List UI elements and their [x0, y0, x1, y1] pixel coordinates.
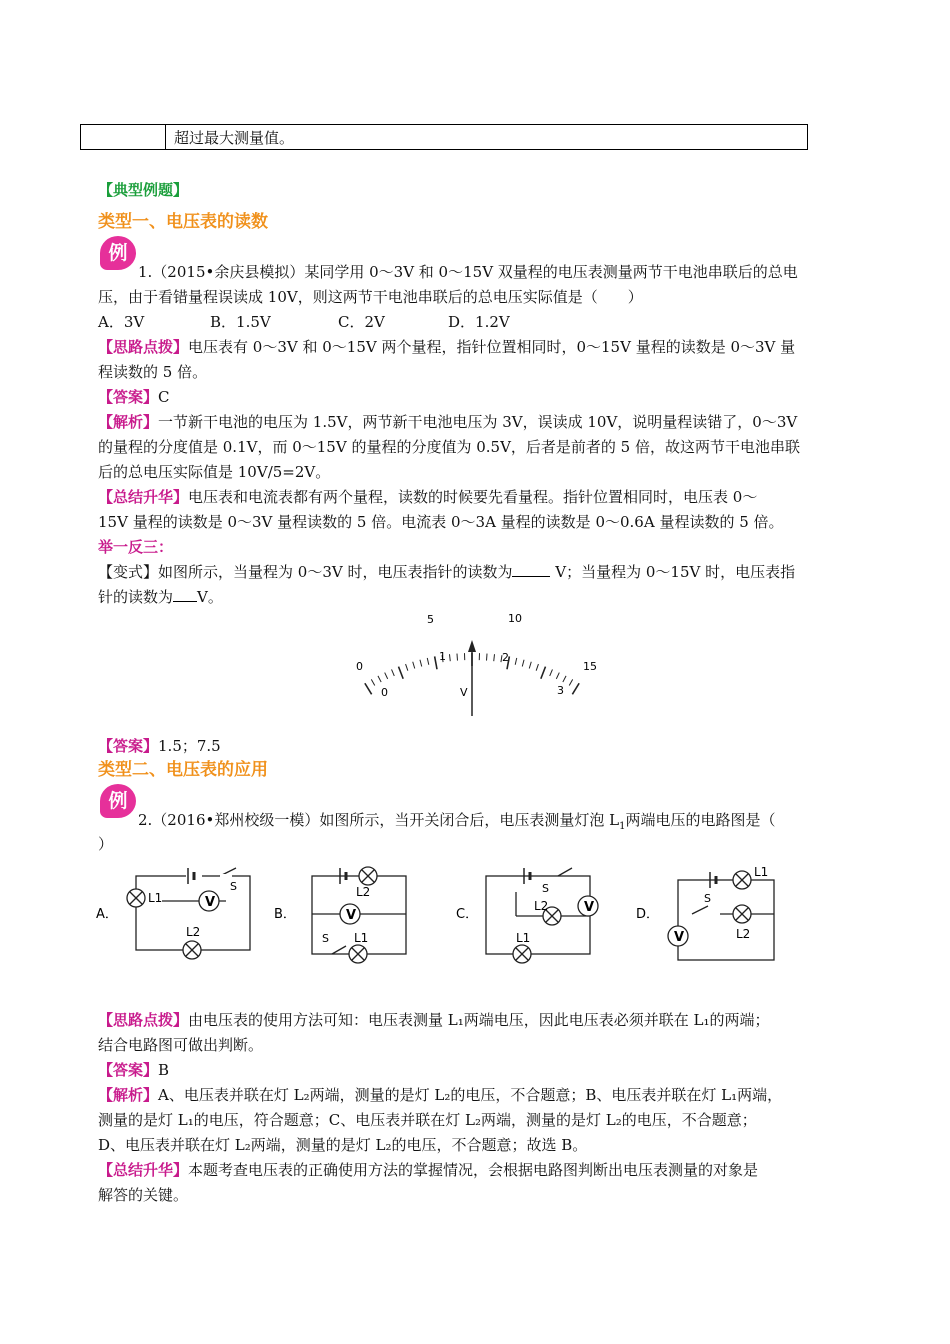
dial-tick — [494, 654, 495, 661]
dial-tick — [487, 654, 488, 661]
dial-tick — [522, 660, 524, 667]
question1-line1: 1.（2015•余庆县模拟）某同学用 0～3V 和 0～15V 双量程的电压表测量两节干电池串联后的总电 — [138, 263, 798, 281]
dial-tick — [427, 658, 429, 665]
practice-title: 举一反三： — [98, 538, 174, 556]
circuit-a-lamp2: L2 — [186, 925, 201, 939]
lower-tick-2: 2 — [502, 651, 509, 664]
dial-tick — [556, 673, 559, 679]
summary1-line1: 【总结升华】电压表和电流表都有两个量程，读数的时候要先看量程。指针位置相同时，电压表 0～ — [98, 488, 758, 506]
circuit-c-lamp2: L2 — [534, 899, 549, 913]
circuit-b-label: B． — [274, 907, 296, 922]
hint2-line1: 【思路点拨】由电压表的使用方法可知：电压表测量 L₁两端电压，因此电压表必须并联在 L₁的两端； — [98, 1011, 770, 1029]
circuit-diagrams: V S L1 L2 L2 S L1 S L2 L1 L1 S L2 A． B． C． D． — [96, 856, 796, 976]
dial-tick — [457, 654, 458, 661]
circuit-a-switch: S — [230, 880, 237, 893]
dial-tick — [572, 683, 579, 694]
table-cell-text: 超过最大测量值。 — [166, 125, 808, 150]
table-cell-empty — [81, 125, 166, 150]
section-heading: 【典型例题】 — [98, 181, 189, 199]
dial-tick — [435, 656, 437, 669]
circuit-d-lamp1: L1 — [754, 865, 769, 879]
analysis2-line3: D、电压表并联在灯 L₂两端，测量的是灯 L₂的电压，不合题意；故选 B。 — [98, 1136, 588, 1154]
circuit-d-switch: S — [704, 892, 711, 905]
example-badge-2: 例 — [100, 784, 136, 818]
variant-line1: 【变式】如图所示，当量程为 0～3V 时，电压表指针的读数为 V；当量程为 0～15V 时，电压表指 — [98, 563, 796, 581]
summary1-line2: 15V 量程的读数是 0～3V 量程读数的 5 倍。电流表 0～3A 量程的读数是 0～0.6A 量程读数的 5 倍。 — [98, 513, 784, 531]
circuit-c-switch: S — [542, 882, 549, 895]
dial-tick — [385, 673, 388, 679]
question2-line1: 2.（2016•郑州校级一模）如图所示，当开关闭合后，电压表测量灯泡 $L_1$两端电压的电路图是（ — [138, 811, 776, 832]
dial-tick — [550, 669, 553, 675]
lower-tick-1: 1 — [439, 650, 446, 663]
circuit-c-label: C． — [456, 907, 479, 922]
option-c: C．2V — [338, 313, 385, 331]
dial-tick — [406, 664, 408, 671]
dial-tick — [563, 676, 566, 682]
dial-tick — [378, 676, 381, 682]
summary2-line1: 【总结升华】本题考查电压表的正确使用方法的掌握情况，会根据电路图判断出电压表测量的对象是 — [98, 1161, 759, 1179]
circuit-d-lamp2: L2 — [736, 927, 751, 941]
dial-tick — [413, 662, 415, 669]
dial-tick — [515, 658, 517, 665]
dial-tick — [420, 660, 422, 667]
voltmeter-dial-figure — [350, 608, 605, 720]
upper-tick-0: 0 — [356, 660, 363, 673]
dial-tick — [449, 654, 450, 661]
upper-tick-15: 15 — [583, 660, 597, 673]
analysis1-line3: 后的总电压实际值是 10V/5=2V。 — [98, 463, 331, 481]
analysis2-line1: 【解析】A、电压表并联在灯 L₂两端，测量的是灯 L₂的电压，不合题意；B、电压表并联在灯 L₁两端， — [98, 1086, 783, 1104]
answer1: 【答案】C — [98, 388, 170, 406]
dial-tick — [399, 667, 404, 679]
lower-tick-3: 3 — [557, 684, 564, 697]
circuit-b-lamp2: L2 — [356, 885, 371, 899]
dial-tick — [541, 667, 546, 679]
question1-line2: 压，由于看错量程误读成 10V，则这两节干电池串联后的总电压实际值是（ ） — [98, 288, 643, 306]
dial-tick — [569, 679, 572, 685]
example-badge: 例 — [100, 236, 136, 270]
analysis2-line2: 测量的是灯 L₁的电压，符合题意；C、电压表并联在灯 L₂两端，测量的是灯 L₂的电压，不合题意； — [98, 1111, 757, 1129]
dial-tick — [371, 679, 374, 685]
option-a: A．3V — [98, 313, 145, 331]
circuit-a-lamp1: L1 — [148, 891, 163, 905]
hint1-line1: 【思路点拨】电压表有 0～3V 和 0～15V 两个量程，指针位置相同时，0～15V 量程的读数是 0～3V 量 — [98, 338, 796, 356]
lower-tick-0: 0 — [381, 686, 388, 699]
dial-needle-tip — [468, 640, 476, 652]
hint2-line2: 结合电路图可做出判断。 — [98, 1036, 264, 1054]
summary2-line2: 解答的关键。 — [98, 1186, 189, 1204]
option-d: D．1.2V — [448, 313, 510, 331]
dial-tick — [536, 664, 538, 671]
top-table — [80, 124, 808, 150]
question2-line2: ） — [98, 835, 114, 853]
type2-title: 类型二、电压表的应用 — [98, 760, 268, 780]
upper-tick-10: 10 — [508, 612, 522, 625]
circuit-c-lamp1: L1 — [516, 931, 531, 945]
hint1-line2: 程读数的 5 倍。 — [98, 363, 208, 381]
answer2: 【答案】B — [98, 1061, 170, 1079]
analysis1-line1: 【解析】一节新干电池的电压为 1.5V，两节新干电池电压为 3V，误读成 10V，说明量程读错了，0～3V — [98, 413, 798, 431]
dial-unit: V — [460, 686, 468, 699]
circuit-d-label: D． — [636, 907, 660, 922]
circuit-a-label: A． — [96, 907, 118, 922]
type1-title: 类型一、电压表的读数 — [98, 212, 268, 232]
circuit-b-switch: S — [322, 932, 329, 945]
analysis1-line2: 的量程的分度值是 0.1V，而 0～15V 的量程的分度值为 0.5V，后者是前者的 5 倍，故这两节干电池串联 — [98, 438, 800, 456]
variant-line2: 针的读数为 V。 — [98, 588, 223, 606]
dial-tick — [529, 662, 531, 669]
dial-tick — [365, 683, 372, 694]
upper-tick-5: 5 — [427, 613, 434, 626]
option-b: B．1.5V — [210, 313, 271, 331]
circuit-b-lamp1: L1 — [354, 931, 369, 945]
variant-answer: 【答案】1.5；7.5 — [98, 737, 221, 755]
dial-tick — [392, 669, 395, 675]
